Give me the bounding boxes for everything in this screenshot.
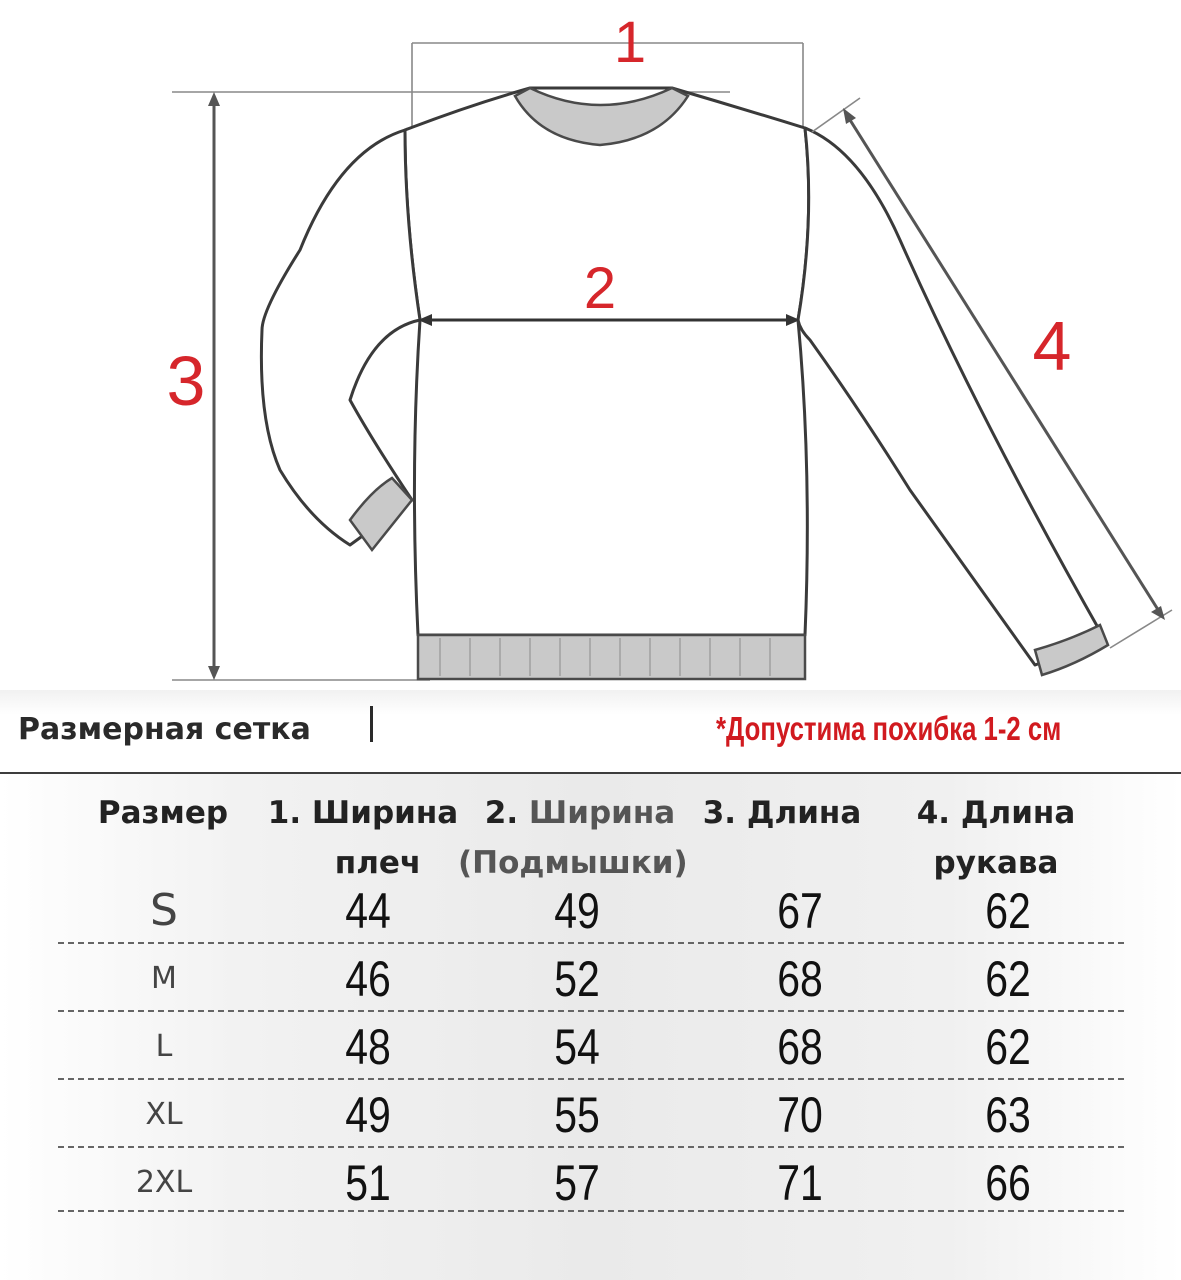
size-chart-header: [0, 690, 1181, 774]
row-divider: [58, 1010, 1124, 1012]
length-cell: 70: [777, 1087, 823, 1143]
marker-2: 2: [583, 256, 617, 321]
chart-title: Размерная сетка: [18, 712, 311, 747]
sleeve-length-cell: 63: [985, 1087, 1031, 1143]
size-cell: XL: [145, 1097, 183, 1132]
row-divider: [58, 942, 1124, 944]
size-cell: L: [155, 1029, 173, 1064]
marker-3: 3: [166, 342, 206, 420]
row-divider: [58, 1210, 1124, 1212]
column-header-size: [88, 788, 238, 838]
column-header-chest-word: Ширина: [528, 795, 676, 831]
chest-width-cell: 57: [554, 1155, 600, 1211]
chest-width-cell: 52: [554, 951, 600, 1007]
row-divider: [58, 1078, 1124, 1080]
header-separator: [370, 706, 373, 742]
table-row: [0, 1082, 1181, 1148]
length-cell: 68: [777, 1019, 823, 1075]
sleeve-length-cell: 66: [985, 1155, 1031, 1211]
chest-width-cell: 54: [554, 1019, 600, 1075]
sleeve-length-cell: 62: [985, 883, 1031, 939]
size-cell: M: [151, 961, 177, 996]
length-cell: 68: [777, 951, 823, 1007]
size-cell: 2XL: [135, 1165, 193, 1200]
length-cell: 67: [777, 883, 823, 939]
table-row: [0, 878, 1181, 944]
column-header-length-line1: 3. Длина: [702, 795, 862, 831]
column-header-sleeve-line2: рукава: [933, 845, 1059, 881]
size-table: [0, 774, 1181, 1280]
chest-width-cell: 49: [554, 883, 600, 939]
marker-4: 4: [1032, 307, 1072, 385]
shoulder-width-cell: 48: [345, 1019, 391, 1075]
marker-1: 1: [613, 10, 647, 75]
table-row: [0, 1014, 1181, 1080]
shoulder-width-cell: 51: [345, 1155, 391, 1211]
shoulder-width-cell: 46: [345, 951, 391, 1007]
column-header-size-line1: Размер: [97, 795, 229, 831]
chest-width-cell: 55: [554, 1087, 600, 1143]
column-header-chest-line2: (Подмышки): [458, 845, 688, 881]
sleeve-length-cell: 62: [985, 1019, 1031, 1075]
row-divider: [58, 1146, 1124, 1148]
size-cell: S: [150, 885, 178, 936]
table-row: [0, 946, 1181, 1012]
column-header-chest-width: [458, 788, 688, 888]
shoulder-width-cell: 44: [345, 883, 391, 939]
sleeve-length-cell: 62: [985, 951, 1031, 1007]
length-cell: 71: [777, 1155, 823, 1211]
column-header-chest-line1: [480, 788, 680, 838]
shoulder-width-cell: 49: [345, 1087, 391, 1143]
sweatshirt-outline: [261, 88, 1108, 679]
column-header-shoulder-line1: 1. Ширина: [267, 795, 459, 831]
column-header-chest-prefix: 2.: [484, 795, 529, 831]
column-header-shoulder-line2: плеч: [334, 845, 422, 881]
column-header-sleeve-line1: 4. Длина: [916, 795, 1076, 831]
column-header-sleeve-length: [896, 788, 1096, 888]
table-row: [0, 1150, 1181, 1216]
column-header-length: [694, 788, 870, 838]
column-header-shoulder-width: [258, 788, 468, 888]
tolerance-note: *Допустима похибка 1-2 см: [716, 710, 1062, 747]
